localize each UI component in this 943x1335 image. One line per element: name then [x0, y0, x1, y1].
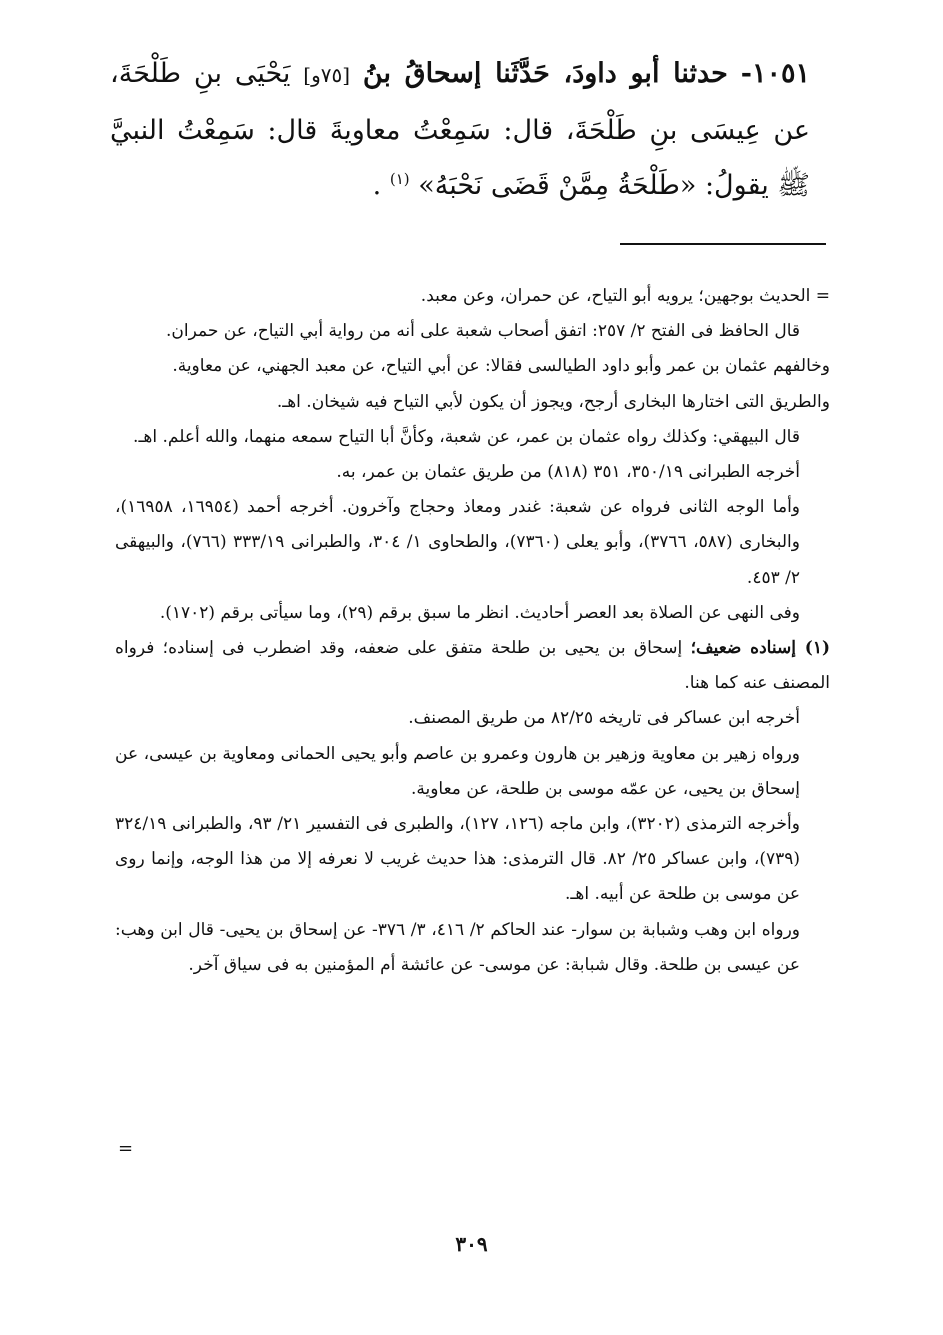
- hadith-opening: حدثنا أبو داودَ، حَدَّثَنا إسحاقُ بنُ: [362, 58, 728, 89]
- continuation-mark: =: [118, 1138, 134, 1159]
- hadith-text: [110, 46, 810, 213]
- footnote-paragraph: ورواه ابن وهب وشبابة بن سوار- عند الحاكم ٢/ ٤١٦، ٣/ ٣٧٦- عن إسحاق بن يحيى- قال ابن وهب: عن عيسى بن طلحة. وقال شبابة: عن موسى- عن عائشة أم المؤمنين به فى سياق آخر.: [115, 919, 800, 975]
- footnote-paragraph: = الحديث بوجهين؛ يرويه أبو التياح، عن حمران، وعن معبد.: [420, 286, 830, 306]
- footnote-paragraph: ورواه زهير بن معاوية وزهير بن هارون وعمرو بن عاصم وأبو يحيى الحمانى ومعاوية بن عيسى، عن إسحاق بن يحيى، عن عمّه موسى بن طلحة، عن معاوية.: [115, 743, 800, 799]
- footnote-paragraph: وفى النهى عن الصلاة بعد العصر أحاديث. انظر ما سبق برقم (٢٩)، وما سيأتى برقم (١٧٠٢).: [159, 602, 800, 623]
- footnote-divider: [620, 243, 826, 245]
- hadith-body: يَحْيَى بنِ طَلْحَةَ، عن عِيسَى بنِ طَلْحَةَ، قال: سَمِعْتُ معاويةَ قال: سَمِعْتُ النبيَّ ﷺ يقولُ: «طَلْحَةُ مِمَّنْ قَضَى نَحْبَهُ»: [110, 58, 810, 201]
- manuscript-page-ref: [٧٥و]: [303, 63, 351, 87]
- hadith-end-punct: .: [372, 170, 382, 201]
- footnote-paragraph: وخالفهم عثمان بن عمر وأبو داود الطيالسى فقالا: عن أبي التياح، عن معبد الجهني، عن معاوية.: [172, 356, 830, 377]
- footnote-paragraph: أخرجه الطبرانى ٣٥٠/١٩، ٣٥١ (٨١٨) من طريق عثمان بن عمر، به.: [336, 462, 800, 483]
- page-number: ٣٠٩: [455, 1232, 488, 1256]
- footnote-1-lead: (١) إسناده ضعيف؛: [690, 638, 831, 659]
- footnote-paragraph: قال الحافظ فى الفتح ٢/ ٢٥٧: اتفق أصحاب شعبة على أنه من رواية أبي التياح، عن حمران.: [166, 321, 800, 342]
- footnote-paragraph: وأخرجه الترمذى (٣٢٠٢)، وابن ماجه (١٢٦، ١٢٧)، والطبرى فى التفسير ٢١/ ٩٣، والطبرانى ٣٢٤/١٩ (٧٣٩)، وابن عساكر ٢٥/ ٨٢. قال الترمذى: هذا حديث غريب لا نعرفه إلا من هذا الوجه، وإنما روى عن موسى بن طلحة عن أبيه. اهـ.: [115, 814, 801, 905]
- footnote-paragraph: وأما الوجه الثانى فرواه عن شعبة: غندر ومعاذ وحجاج وآخرون. أخرجه أحمد (١٦٩٥٤، ١٦٩٥٨)، والبخارى (٥٨٧، ٣٧٦٦)، وأبو يعلى (٧٣٦٠)، والطحاوى ١/ ٣٠٤، والطبرانى ٣٣٣/١٩ (٧٦٦)، والبيهقى ٢/ ٤٥٣.: [115, 497, 800, 588]
- footnote-1-text: إسحاق بن يحيى بن طلحة متفق على ضعفه، وقد اضطرب فى إسناده؛ فرواه المصنف عنه كما هنا.: [115, 638, 830, 694]
- footnote-paragraph: قال البيهقي: وكذلك رواه عثمان بن عمر، عن شعبة، وكأنَّ أبا التياح سمعه منهما، والله أعلم. اهـ.: [133, 426, 800, 447]
- footnote-1: [115, 631, 830, 701]
- hadith-number: ١٠٥١-: [740, 58, 810, 89]
- footnote-paragraph: والطريق التى اختارها البخارى أرجح، ويجوز أن يكون لأبي التياح فيه شيخان. اهـ.: [276, 391, 830, 412]
- footnote-paragraph: أخرجه ابن عساكر فى تاريخه ٨٢/٢٥ من طريق المصنف.: [408, 708, 800, 729]
- footnotes-section: [115, 279, 830, 983]
- footnote-marker: (١): [389, 170, 410, 188]
